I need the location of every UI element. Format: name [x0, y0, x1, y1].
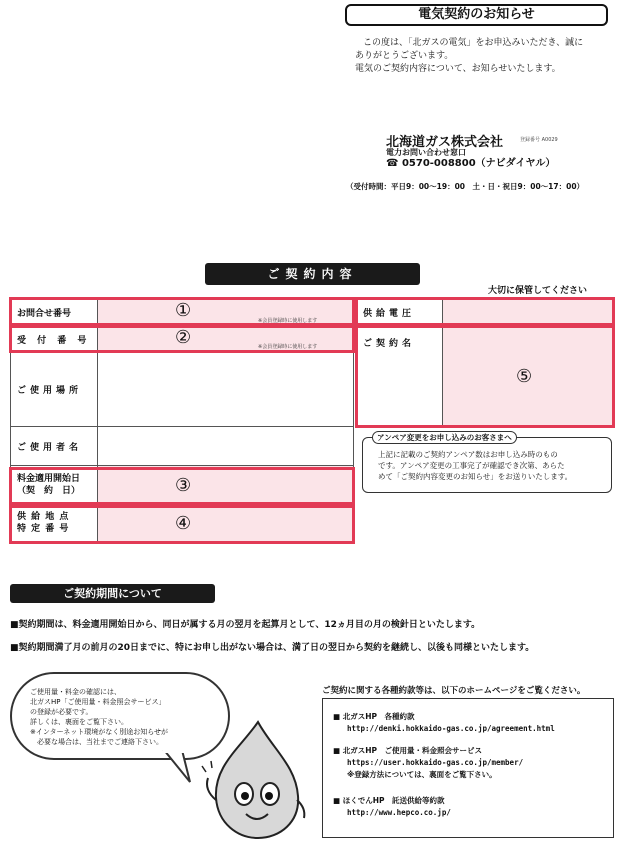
phone-icon: ☎: [386, 158, 399, 169]
ampere-notice-line: めて「ご契約内容変更のお知らせ」をお送りいたします。: [378, 472, 573, 481]
terms-link[interactable]: http://www.hepco.co.jp/: [347, 808, 451, 817]
intro-line: ありがとうございます。: [355, 51, 454, 61]
ampere-notice-title: アンペア変更をお申し込みのお客さまへ: [372, 431, 517, 444]
period-bullet: ■契約期間は、料金適用開始日から、同日が属する月の翌月を起算月として、12ヵ月目の月の検針日といたします。: [10, 620, 481, 630]
start-date-label-line: 料金適用開始日: [17, 473, 81, 484]
member-note: ※会員登録時に使用します: [258, 344, 318, 350]
intro-line: この度は、「北ガスの電気」をお申込みいただき、誠に: [363, 38, 584, 48]
start-date-label-line: （契 約 日）: [17, 485, 81, 496]
contact-block: [386, 147, 555, 169]
bubble-text: [30, 687, 168, 747]
marker-5: ⑤: [516, 366, 533, 387]
start-date-value: [97, 466, 353, 504]
ampere-notice-text: [378, 449, 608, 482]
terms-item: [333, 795, 451, 819]
supply-point-label-line: 特 定 番 号: [17, 523, 70, 534]
intro-text: [355, 37, 615, 76]
ampere-notice-line: です。アンペア変更の工事完了が確認でき次第、あらた: [378, 461, 565, 470]
location-value: [97, 353, 353, 427]
terms-item: [333, 745, 523, 781]
reception-number-label: 受 付 番 号: [11, 326, 98, 353]
supply-point-label: [11, 504, 98, 542]
terms-item-title: ■ 北ガスHP ご使用量・料金照会サービス: [333, 746, 482, 755]
bubble-line: 詳しくは、裏面をご覧下さい。: [30, 718, 128, 726]
location-label: ご使用場所: [11, 353, 98, 427]
bubble-line: 必要な場合は、当社までご連絡下さい。: [30, 738, 163, 746]
inquiry-number-label: お問合せ番号: [11, 299, 98, 326]
bubble-tail: [160, 750, 200, 790]
reception-hours: （受付時間：平日9：00〜19：00 土・日・祝日9：00〜17：00）: [346, 182, 585, 191]
supply-point-value: [97, 504, 353, 542]
start-date-label: [11, 466, 98, 504]
terms-item-title: ■ ほくでんHP 託送供給等約款: [333, 796, 445, 805]
contract-section-title: ご契約内容: [205, 263, 420, 285]
bubble-line: ※インターネット環境がなく別途お知らせが: [30, 728, 169, 736]
ampere-notice-line: 上記に記載のご契約アンペア数はお申し込み時のもの: [378, 450, 558, 459]
terms-heading: ご契約に関する各種約款等は、以下のホームページをご覧ください。: [322, 686, 586, 696]
bubble-line: の登録が必要です。: [30, 708, 93, 716]
terms-item-title: ■ 北ガスHP 各種約款: [333, 712, 415, 721]
marker-1: ①: [175, 300, 192, 321]
terms-item: [333, 711, 555, 735]
mascot-illustration: [200, 718, 310, 843]
table-row: [11, 353, 354, 427]
phone-row: [386, 158, 555, 169]
voltage-label: 供給電圧: [357, 299, 443, 326]
bubble-line: 北ガスHP「ご使用量・料金照会サービス」: [30, 698, 166, 706]
terms-link[interactable]: http://denki.hokkaido-gas.co.jp/agreement.html: [347, 724, 555, 733]
phone-number: 0570-008800（ナビダイヤル）: [401, 158, 556, 169]
terms-link[interactable]: https://user.hokkaido-gas.co.jp/member/: [347, 758, 524, 767]
bubble-line: ご使用量・料金の確認には、: [30, 688, 121, 696]
intro-line: 電気のご契約内容について、お知らせいたします。: [355, 64, 561, 74]
member-note: ※会員登録時に使用します: [258, 318, 318, 324]
keep-note: 大切に保管してください: [488, 286, 588, 296]
contract-name-label: ご契約名: [357, 326, 443, 427]
supply-point-label-line: 供 給 地 点: [17, 511, 70, 522]
terms-box: [322, 698, 614, 838]
registration-number: 登録番号 A0029: [520, 137, 558, 143]
user-name-value: [97, 427, 353, 466]
marker-2: ②: [175, 327, 192, 348]
marker-3: ③: [175, 475, 192, 496]
company-name: 北海道ガス株式会社: [386, 135, 504, 150]
table-row: [357, 326, 614, 427]
table-row: [357, 299, 614, 326]
marker-4: ④: [175, 513, 192, 534]
period-section-title: ご契約期間について: [10, 584, 215, 603]
contact-label: 電力お問い合わせ窓口: [386, 148, 466, 157]
document-title: 電気契約のお知らせ: [345, 4, 608, 26]
period-bullet: ■契約期間満了月の前月の20日までに、特にお申し出がない場合は、満了日の翌日から契約を継続し、以後も同様といたします。: [10, 643, 535, 653]
user-name-label: ご使用者名: [11, 427, 98, 466]
table-row: [11, 427, 354, 466]
terms-note: ※登録方法については、裏面をご覧下さい。: [347, 770, 497, 779]
contract-table-right: [356, 298, 614, 427]
voltage-value: [442, 299, 613, 326]
